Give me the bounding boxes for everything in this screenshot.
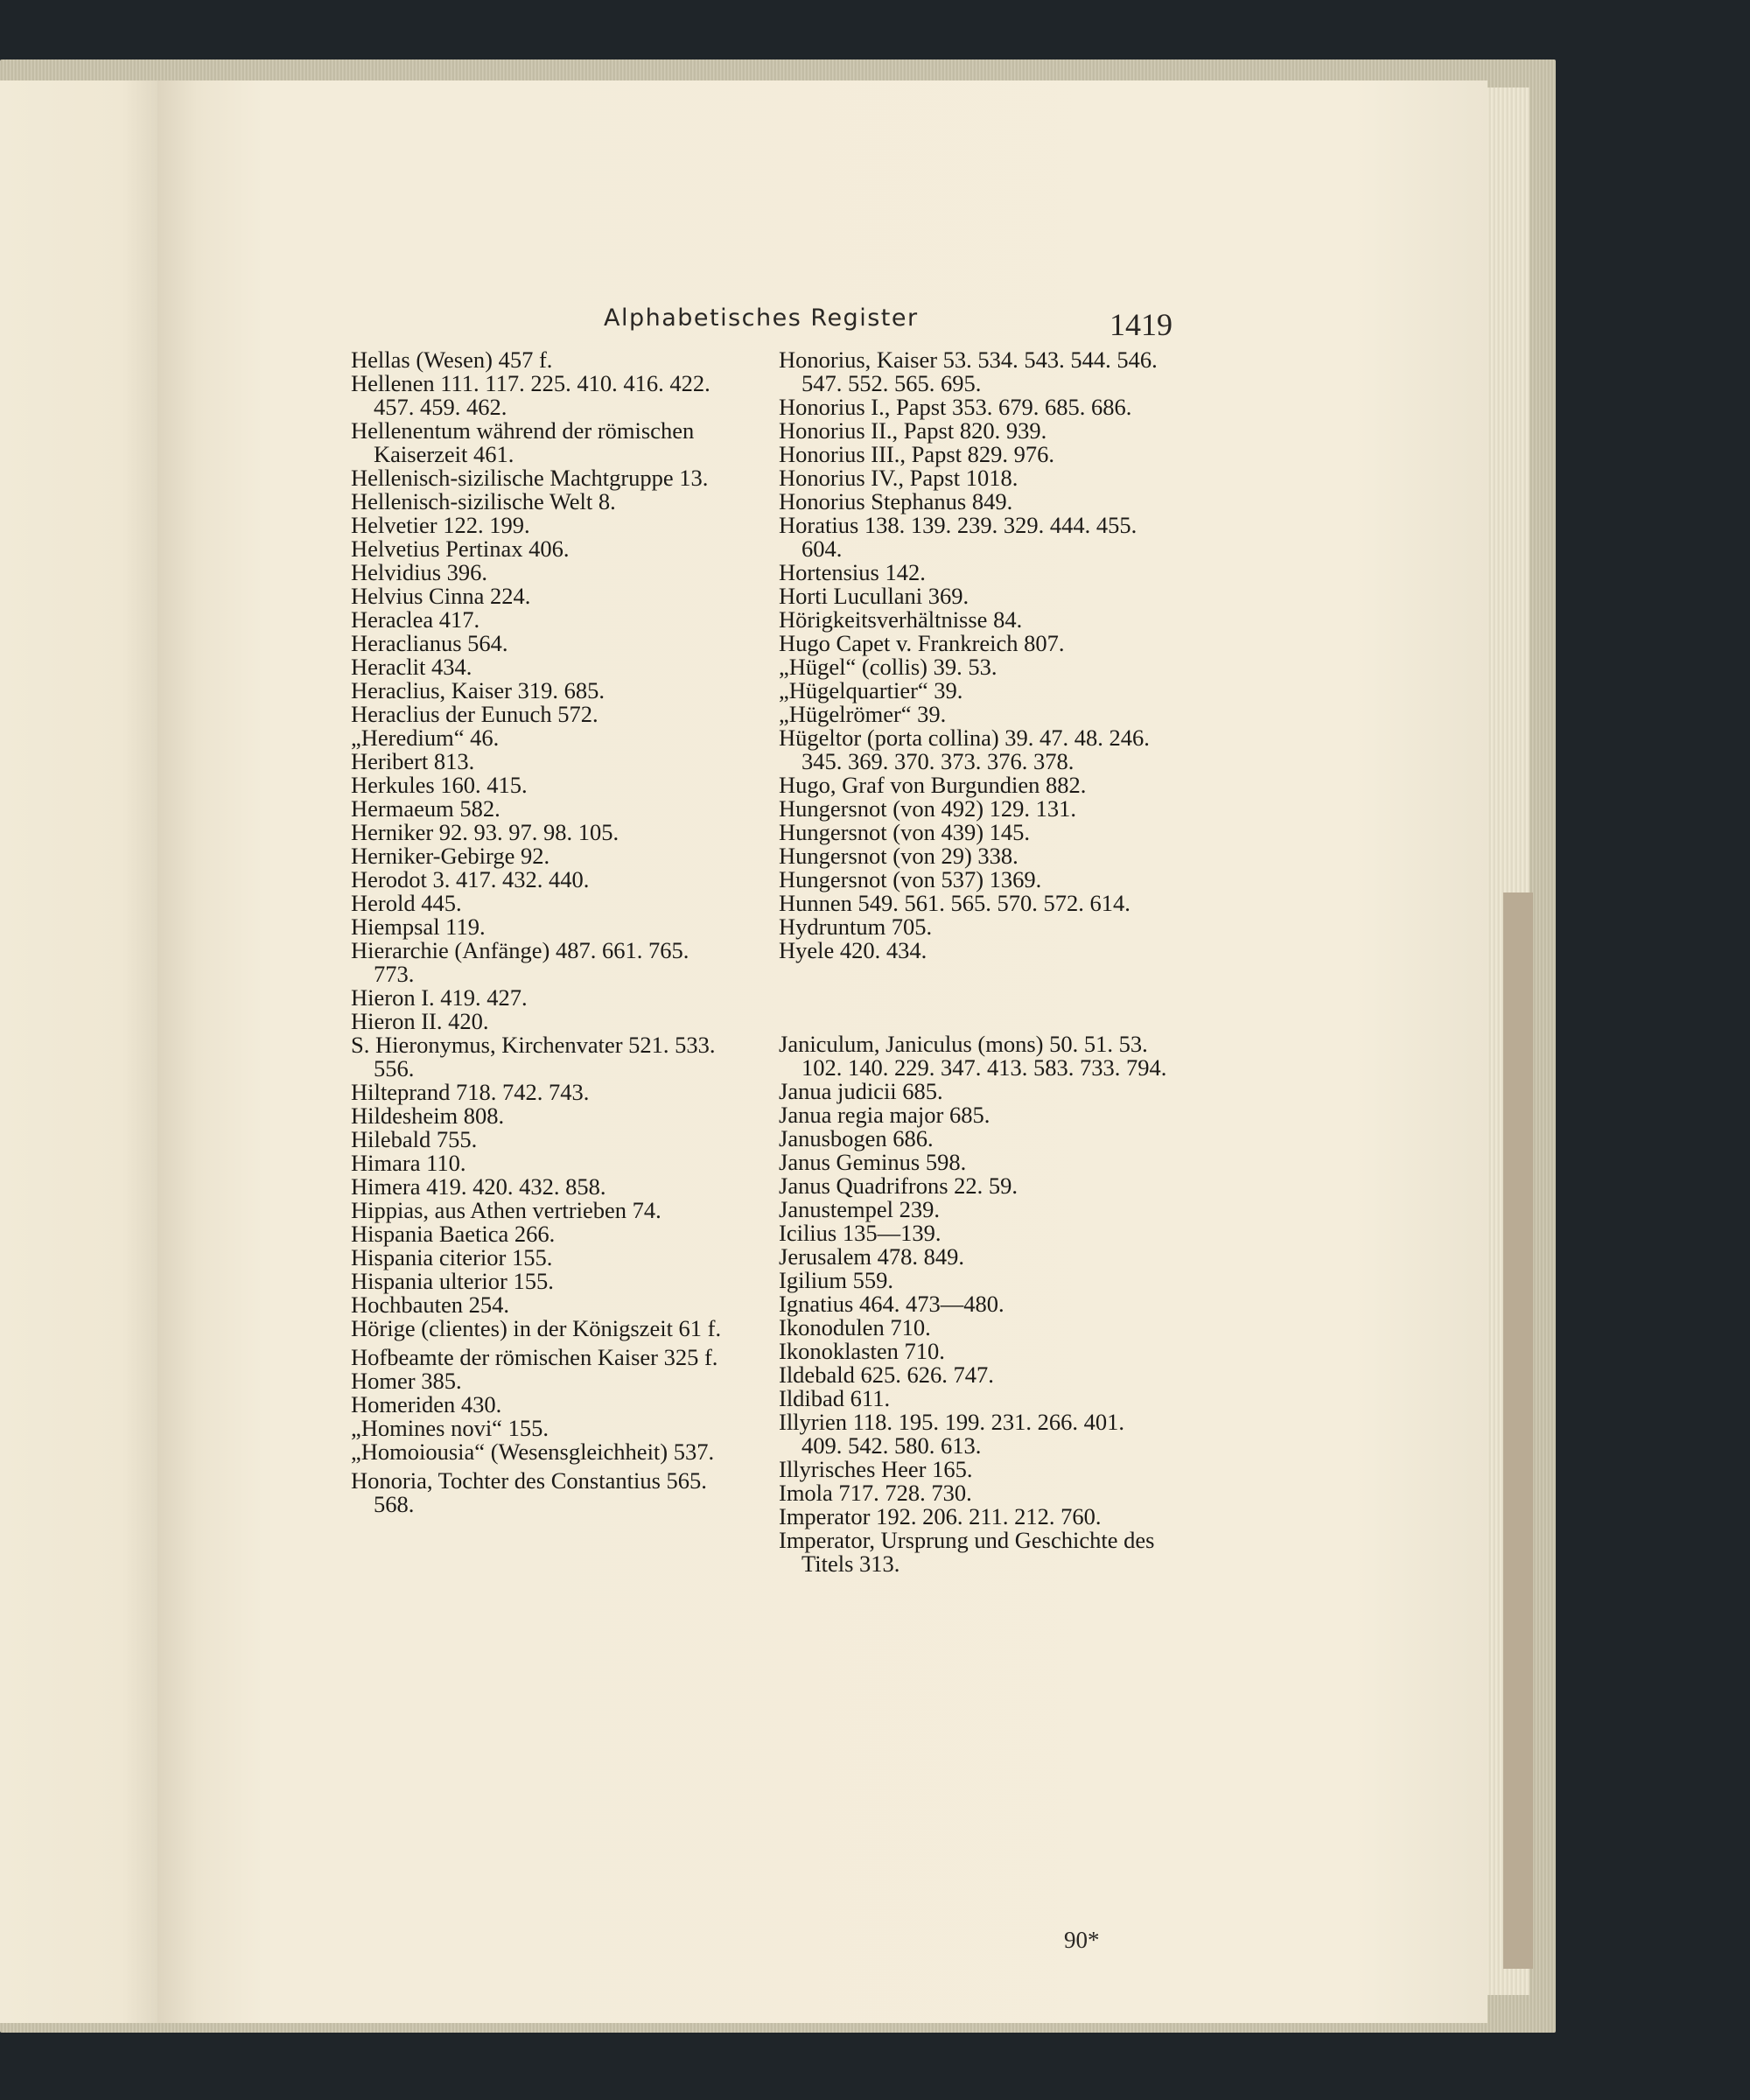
index-entry: „Homines novi“ 155. [351, 1415, 549, 1441]
index-entry: Icilius 135—139. [779, 1220, 942, 1246]
index-entry: Hellas (Wesen) 457 f. [351, 346, 553, 373]
index-entry: Hugo Capet v. Frankreich 807. [779, 630, 1065, 656]
index-entry: Hungersnot (von 29) 338. [779, 843, 1018, 869]
index-entry: Hellenisch-sizilische Welt 8. [351, 488, 616, 514]
letter-section-gap [779, 962, 1168, 1032]
index-entry: Homeriden 430. [351, 1391, 502, 1418]
index-entry: Hochbauten 254. [351, 1292, 510, 1318]
index-entry: Homer 385. [351, 1368, 462, 1394]
index-entry: Hugo, Graf von Burgundien 882. [779, 772, 1087, 798]
index-entry: Herniker-Gebirge 92. [351, 843, 550, 869]
index-entry: Hydruntum 705. [779, 914, 933, 940]
index-entry: Honorius I., Papst 353. 679. 685. 686. [779, 394, 1132, 420]
index-column-right [779, 348, 1168, 1576]
index-entry: Hilebald 755. [351, 1126, 478, 1152]
index-entry: Horti Lucullani 369. [779, 583, 970, 609]
running-header: Alphabetisches Register [604, 304, 919, 332]
index-entry: Herkules 160. 415. [351, 772, 528, 798]
index-entry: Helvidius 396. [351, 559, 488, 585]
index-entry: Ikonoklasten 710. [779, 1338, 945, 1364]
index-entry: Jerusalem 478. 849. [779, 1243, 964, 1270]
index-entry: Igilium 559. [779, 1267, 894, 1293]
index-entry: Ignatius 464. 473—480. [779, 1291, 1004, 1317]
index-entry: Hispania ulterior 155. [351, 1268, 554, 1294]
index-entry: Janus Geminus 598. [779, 1149, 967, 1175]
index-entry: Ildebald 625. 626. 747. [779, 1362, 994, 1388]
index-entry: Hörige (clientes) in der Königszeit 61 f. [351, 1315, 722, 1341]
index-entry: Janustempel 239. [779, 1196, 940, 1222]
index-entry: Honorius II., Papst 820. 939. [779, 417, 1047, 444]
index-entry: Illyrien 118. 195. 199. 231. 266. 401. 409. 542. 580. 613. [779, 1409, 1125, 1459]
index-entry: Horatius 138. 139. 239. 329. 444. 455. 604. [779, 512, 1138, 562]
index-entry: Janua judicii 685. [779, 1078, 943, 1104]
bookmark-ribbon [1503, 892, 1533, 1969]
index-entry: Ildibad 611. [779, 1385, 891, 1411]
index-entry: Herold 445. [351, 890, 462, 916]
index-entry: Heraclius der Eunuch 572. [351, 701, 598, 727]
index-entry: „Hügelquartier“ 39. [779, 677, 963, 704]
index-entry: Himera 419. 420. 432. 858. [351, 1173, 606, 1200]
index-entry: Hortensius 142. [779, 559, 926, 585]
index-entry: Honorius III., Papst 829. 976. [779, 441, 1055, 467]
index-entry: Imperator, Ursprung und Geschichte des Titels 313. [779, 1527, 1155, 1577]
index-entry: Hierarchie (Anfänge) 487. 661. 765. 773. [351, 937, 690, 987]
index-entry: Heraclea 417. [351, 606, 480, 633]
index-entry: Honorius Stephanus 849. [779, 488, 1013, 514]
signature-mark: 90* [1064, 1927, 1100, 1953]
index-entry: Janus Quadrifrons 22. 59. [779, 1172, 1018, 1199]
index-entry: Ikonodulen 710. [779, 1314, 931, 1340]
index-entry: Hellenen 111. 117. 225. 410. 416. 422. 457. 459. 462. [351, 370, 710, 420]
index-entry: Hippias, aus Athen vertrieben 74. [351, 1197, 662, 1223]
index-entry: Hunnen 549. 561. 565. 570. 572. 614. [779, 890, 1130, 916]
index-entry: Illyrisches Heer 165. [779, 1456, 973, 1482]
index-entry: Hieron I. 419. 427. [351, 984, 528, 1011]
index-entry: Janiculum, Janiculus (mons) 50. 51. 53. 102. 140. 229. 347. 413. 583. 733. 794. [779, 1031, 1167, 1081]
index-entry: „Hügel“ (collis) 39. 53. [779, 654, 998, 680]
index-entry: Heraclit 434. [351, 654, 472, 680]
index-entry: Janua regia major 685. [779, 1102, 990, 1128]
index-entry: Himara 110. [351, 1150, 466, 1176]
index-entry: Heraclius, Kaiser 319. 685. [351, 677, 605, 704]
index-entry: „Hügelrömer“ 39. [779, 701, 947, 727]
index-entry: Hyele 420. 434. [779, 937, 928, 963]
index-page [158, 80, 1488, 2023]
index-entry: „Homoiousia“ (Wesensgleichheit) 537. [351, 1438, 715, 1465]
index-entry: Hispania citerior 155. [351, 1244, 553, 1270]
index-entry: Honorius IV., Papst 1018. [779, 465, 1018, 491]
index-entry: Hispania Baetica 266. [351, 1221, 556, 1247]
index-column-left [351, 348, 734, 1516]
index-entry: „Heredium“ 46. [351, 724, 500, 751]
left-facing-page [0, 80, 175, 2023]
index-entry: Hörigkeitsverhältnisse 84. [779, 606, 1023, 633]
index-entry: S. Hieronymus, Kirchenvater 521. 533. 556. [351, 1032, 716, 1082]
index-entry: Hiempsal 119. [351, 914, 486, 940]
index-entry: Herodot 3. 417. 432. 440. [351, 866, 590, 892]
index-entry: Helvetius Pertinax 406. [351, 536, 570, 562]
index-entry: Hungersnot (von 439) 145. [779, 819, 1031, 845]
index-entry: Hofbeamte der römischen Kaiser 325 f. [351, 1344, 718, 1370]
page-number: 1419 [1110, 307, 1172, 342]
index-entry: Hildesheim 808. [351, 1102, 505, 1129]
index-entry: Hügeltor (porta collina) 39. 47. 48. 246. 345. 369. 370. 373. 376. 378. [779, 724, 1150, 774]
index-entry: Herniker 92. 93. 97. 98. 105. [351, 819, 620, 845]
index-entry: Janusbogen 686. [779, 1125, 934, 1152]
index-entry: Helvius Cinna 224. [351, 583, 531, 609]
index-entry: Imola 717. 728. 730. [779, 1480, 972, 1506]
index-entry: Imperator 192. 206. 211. 212. 760. [779, 1503, 1102, 1530]
index-entry: Hellenentum während der römischen Kaiserzeit 461. [351, 417, 695, 467]
index-entry: Helvetier 122. 199. [351, 512, 530, 538]
index-entry: Hungersnot (von 537) 1369. [779, 866, 1042, 892]
index-entry: Hilteprand 718. 742. 743. [351, 1079, 590, 1105]
index-entry: Heribert 813. [351, 748, 475, 774]
index-entry: Hermaeum 582. [351, 795, 500, 822]
index-entry: Hellenisch-sizilische Machtgruppe 13. [351, 465, 709, 491]
index-entry: Hieron II. 420. [351, 1008, 489, 1034]
index-entry: Heraclianus 564. [351, 630, 508, 656]
index-entry: Honoria, Tochter des Constantius 565. 568. [351, 1467, 707, 1517]
index-entry: Honorius, Kaiser 53. 534. 543. 544. 546. 547. 552. 565. 695. [779, 346, 1158, 396]
index-entry: Hungersnot (von 492) 129. 131. [779, 795, 1077, 822]
